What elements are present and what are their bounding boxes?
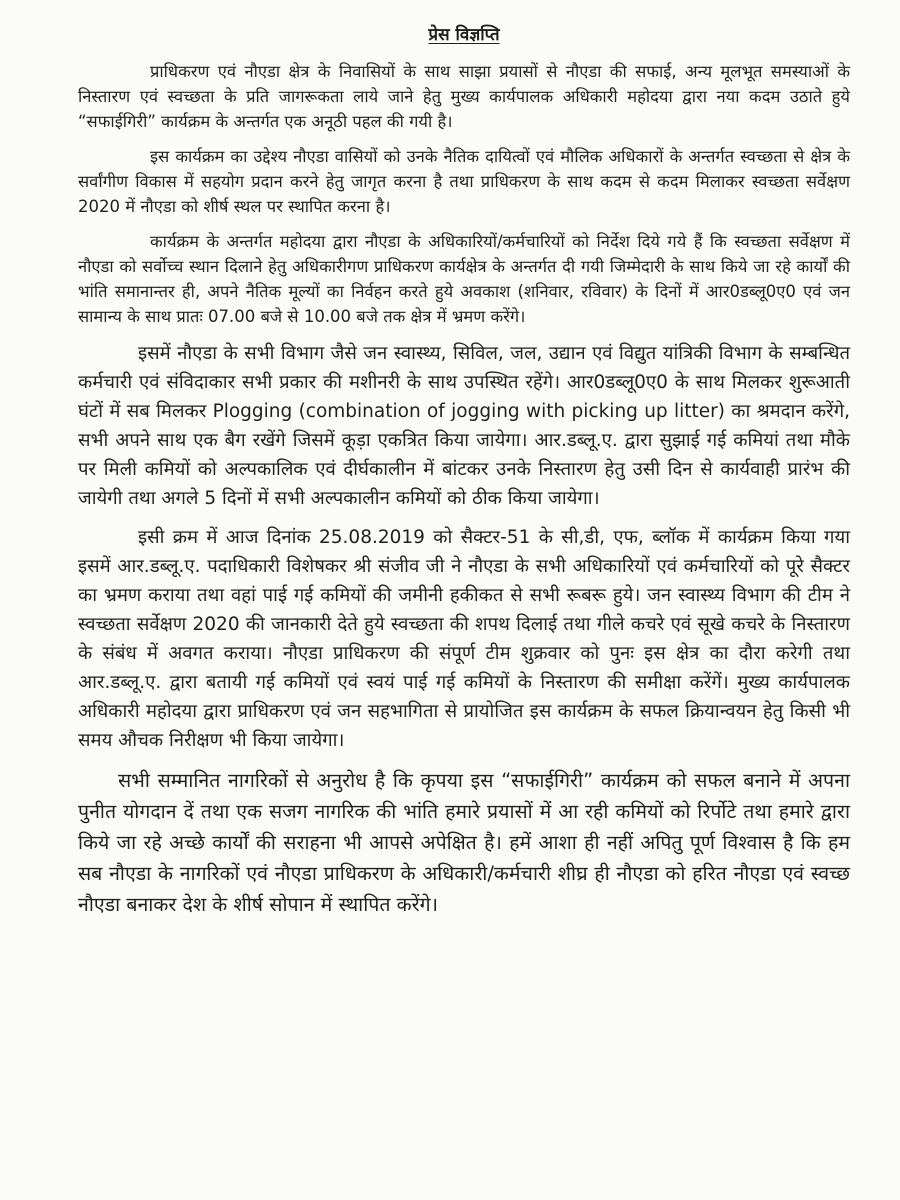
paragraph-event-report: इसी क्रम में आज दिनांक 25.08.2019 को सैक्टर-51 के सी,डी, एफ, ब्लॉक में कार्यक्रम किया गया इसमें आर.डब्लू.ए. पदाधिकारी विशेषकर श्री संजीव जी ने नौएडा के सभी अधिकारियों एवं कर्मचारियों को पूरे सैक्टर का भ्रमण कराया तथा वहां पाई गई कमियों की जमीनी हकीकत से सभी रूबरू हुये। जन स्वास्थ्य विभाग की टीम ने स्वच्छता सर्वेक्षण 2020 की जानकारी देते हुये स्वच्छता की शपथ दिलाई तथा गीले कचरे एवं सूखे कचरे के निस्तारण के संबंध में अवगत कराया। नौएडा प्राधिकरण की संपूर्ण टीम शुक्रवार को पुनः इस क्षेत्र का दौरा करेगी तथा आर.डब्लू.ए. द्वारा बतायी गई कमियों एवं स्वयं पाई गई कमियों के निस्तारण की समीक्षा करेंगें। मुख्य कार्यपालक अधिकारी महोदया द्वारा प्राधिकरण एवं जन सहभागिता से प्रायोजित इस कार्यक्रम के सफल क्रियान्वयन हेतु किसी भी समय औचक निरीक्षण भी किया जायेगा।	[78, 527, 850, 751]
paragraph-instructions: कार्यक्रम के अन्तर्गत महोदया द्वारा नौएडा के अधिकारियों/कर्मचारियों को निर्देश दिये गये हैं कि स्वच्छता सर्वेक्षण में नौएडा को सर्वोच्च स्थान दिलाने हेतु अधिकारीगण प्राधिकरण कार्यक्षेत्र के अन्तर्गत दी गयी जिम्मेदारी के साथ किये जा रहे कार्यों की भांति समानान्तर ही, अपने नैतिक मूल्यों का निर्वहन करते हुये अवकाश (शनिवार, रविवार) के दिनों में आर0डब्लू0ए0 एवं जन सामान्य के साथ प्रातः 07.00 बजे से 10.00 बजे तक क्षेत्र में भ्रमण करेंगे।	[78, 232, 850, 326]
document-title-text: प्रेस विज्ञप्ति	[428, 25, 500, 45]
paragraph-departments: इसमें नौएडा के सभी विभाग जैसे जन स्वास्थ्य, सिविल, जल, उद्यान एवं विद्युत यांत्रिकी विभाग के सम्बन्धित कर्मचारी एवं संविदाकार सभी प्रकार की मशीनरी के साथ उपस्थित रहेंगे। आर0डब्लू0ए0 के साथ मिलकर शुरूआती घंटों में सब मिलकर Plogging (combination of jogging with picking up litter) का श्रमदान करेंगे, सभी अपने साथ एक बैग रखेंगे जिसमें कूड़ा एकत्रित किया जायेगा। आर.डब्लू.ए. द्वारा सुझाई गई कमियां तथा मौके पर मिली कमियों को अल्पकालिक एवं दीर्घकालीन में बांटकर उनके निस्तारण हेतु उसी दिन से कार्यवाही प्रारंभ की जायेगी तथा अगले 5 दिनों में सभी अल्पकालीन कमियों को ठीक किया जायेगा।	[78, 343, 850, 509]
paragraph-objective: इस कार्यक्रम का उद्देश्य नौएडा वासियों को उनके नैतिक दायित्वों एवं मौलिक अधिकारों के अन्तर्गत स्वच्छता से क्षेत्र के सर्वांगीण विकास में सहयोग प्रदान करने हेतु जागृत करना है तथा प्राधिकरण के साथ कदम से कदम मिलाकर स्वच्छता सर्वेक्षण 2020 में नौएडा को शीर्ष स्थल पर स्थापित करना है।	[78, 147, 850, 216]
paragraph-intro: प्राधिकरण एवं नौएडा क्षेत्र के निवासियों के साथ साझा प्रयासों से नौएडा की सफाई, अन्य मूलभूत समस्याओं के निस्तारण एवं स्वच्छता के प्रति जागरूकता लाये जाने हेतु मुख्य कार्यपालक अधिकारी महोदया द्वारा नया कदम उठाते हुये “सफाईगिरी” कार्यक्रम के अन्तर्गत एक अनूठी पहल की गयी है।	[78, 62, 850, 131]
paragraph-appeal: सभी सम्मानित नागरिकों से अनुरोध है कि कृपया इस “सफाईगिरी” कार्यक्रम को सफल बनाने में अपना पुनीत योगदान दें तथा एक सजग नागरिक की भांति हमारे प्रयासों में आ रही कमियों को रिर्पोटे तथा हमारे द्वारा किये जा रहे अच्छे कार्यों की सराहना भी आपसे अपेक्षित है। हमें आशा ही नहीं अपितु पूर्ण विश्वास है कि हम सब नौएडा के नागरिकों एवं नौएडा प्राधिकरण के अधिकारी/कर्मचारी शीघ्र ही नौएडा को हरित नौएडा एवं स्वच्छ नौएडा बनाकर देश के शीर्ष सोपान में स्थापित करेंगे।	[78, 769, 850, 916]
document-title	[78, 22, 850, 45]
